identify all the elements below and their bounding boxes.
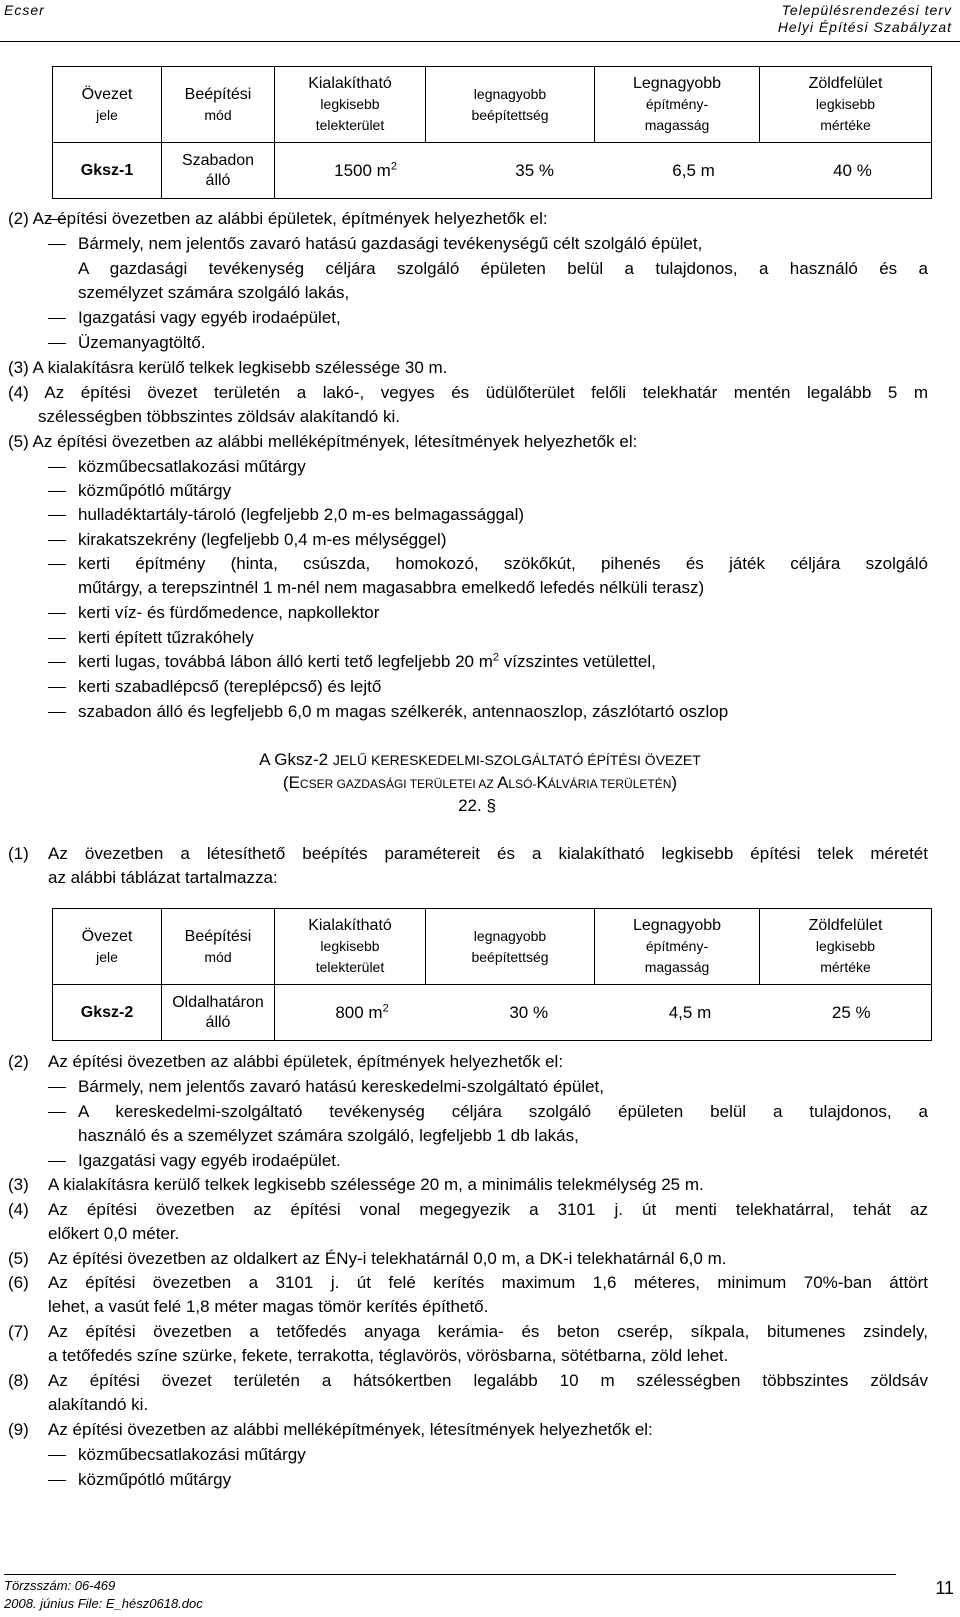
- paragraph-4: (4) Az építési övezet területén a lakó-, vegyes és üdülőterület felőli telekhatár mentén legalább 5 m: [8, 383, 928, 402]
- header-cell-height: Legnagyobb építmény- magasság: [595, 909, 760, 985]
- list-item: kirakatszekrény (legfeljebb 0,4 m-es mélységgel): [78, 530, 447, 549]
- list-dash: [48, 1087, 66, 1088]
- list-dash: [48, 662, 66, 663]
- header-cell-zone: Övezet jele: [53, 67, 162, 143]
- list-item: Bármely, nem jelentős zavaró hatású gazdasági tevékenységű célt szolgáló épület,: [78, 234, 703, 253]
- list-dash: [48, 1112, 66, 1113]
- paragraph-number: (2): [8, 1052, 29, 1071]
- min-area-value: 800 $m^2$: [335, 1001, 389, 1022]
- footer-divider: [4, 1574, 896, 1575]
- paragraph-number: (5): [8, 1249, 29, 1268]
- paragraph-number: (3): [8, 1175, 29, 1194]
- header-cell-mode: Beépítési mód: [162, 67, 275, 143]
- paragraph-4-continuation: szélességben többszintes zöldsáv alakítandó ki.: [38, 407, 400, 426]
- paragraph-6-continuation: lehet, a vasút felé 1,8 méter magas tömör kerítés építhető.: [48, 1297, 489, 1316]
- list-item-continuation: személyzet számára szolgáló lakás,: [78, 283, 350, 302]
- list-dash: [48, 244, 66, 245]
- header-regulation-title: Helyi Építési Szabályzat: [777, 19, 952, 35]
- zone-code-cell: Gksz-2: [53, 985, 162, 1041]
- paragraph-6: Az építési övezetben a 3101 j. út felé kerítés maximum 1,6 méteres, minimum 70%-ban áttört: [48, 1273, 928, 1292]
- list-item: közműpótló műtárgy: [78, 1470, 232, 1489]
- footer-reference-number: Törzsszám: 06-469: [4, 1578, 116, 1593]
- header-cell-mode: Beépítési mód: [162, 909, 275, 985]
- list-item: kerti szabadlépcső (tereplépcső) és lejtő: [78, 677, 382, 696]
- min-area-value: 1500 $m^2$: [334, 159, 397, 180]
- list-item: kerti lugas, továbbá lábon álló kerti tető legfeljebb 20 $m^2$ vízszintes vetülettel,: [78, 651, 656, 671]
- height-value: 4,5 m: [668, 1002, 712, 1022]
- list-dash: [48, 712, 66, 713]
- header-cell-height: Legnagyobb építmény- magasság: [595, 67, 760, 143]
- list-dash: [48, 540, 66, 541]
- list-dash: [48, 564, 66, 565]
- paragraph-3: A kialakításra kerülő telkek legkisebb szélessége 20 m, a minimális telekmélység 25 m.: [48, 1175, 704, 1194]
- footer-file-info: 2008. június File: E_hész0618.doc: [4, 1596, 203, 1611]
- list-dash: [48, 467, 66, 468]
- coverage-value: 35 %: [515, 160, 554, 180]
- list-dash: [48, 343, 66, 344]
- list-item: közműbecsatlakozási műtárgy: [78, 1445, 306, 1464]
- paragraph-number: (8): [8, 1371, 29, 1390]
- header-title-left: Ecser: [4, 2, 45, 18]
- list-dash: [48, 1161, 66, 1162]
- paragraph-number: (6): [8, 1273, 29, 1292]
- paragraph-3: (3) A kialakításra kerülő telkek legkisebb szélessége 30 m.: [8, 358, 448, 377]
- list-item: A kereskedelmi-szolgáltató tevékenység céljára szolgáló épületen belül a tulajdonos, a: [78, 1102, 928, 1121]
- paragraph-number: (4): [8, 1200, 29, 1219]
- list-dash: [48, 613, 66, 614]
- paragraph-2: (2) Az építési övezetben az alábbi épületek, építmények helyezhetők el:: [8, 209, 548, 228]
- list-item-continuation: használó és a személyzet számára szolgáló, legfeljebb 1 db lakás,: [78, 1126, 579, 1145]
- header-plan-title: Településrendezési terv: [781, 2, 952, 18]
- paragraph-1: Az övezetben a létesíthető beépítés paramétereit és a kialakítható legkisebb építési telek méretét: [48, 844, 928, 863]
- paragraph-5: (5) Az építési övezetben az alábbi melléképítmények, létesítmények helyezhetők el:: [8, 432, 638, 451]
- paragraph-number: (9): [8, 1420, 29, 1439]
- list-item: közműbecsatlakozási műtárgy: [78, 457, 306, 476]
- page-number: 11: [935, 1578, 954, 1598]
- list-dash: [48, 318, 66, 319]
- header-cell-green: Zöldfelület legkisebb mértéke: [760, 909, 932, 985]
- header-cell-coverage: legnagyobb beépítettség: [426, 909, 595, 985]
- list-dash: [48, 638, 66, 639]
- values-cell: [275, 985, 932, 1041]
- values-cell: [275, 143, 932, 199]
- header-divider: [0, 41, 960, 42]
- paragraph-8: Az építési övezet területén a hátsókertben legalább 10 m szélességben többszintes zöldsáv: [48, 1371, 928, 1390]
- list-dash: [48, 491, 66, 492]
- list-item: közműpótló műtárgy: [78, 481, 232, 500]
- paragraph-number: (1): [8, 844, 29, 863]
- header-title-right: [778, 2, 952, 36]
- table-row: [53, 143, 932, 199]
- paragraph-1-continuation: az alábbi táblázat tartalmazza:: [48, 868, 278, 887]
- table-row: [53, 985, 932, 1041]
- section-number: 22. §: [458, 796, 496, 815]
- list-dash: [48, 687, 66, 688]
- coverage-value: 30 %: [509, 1002, 549, 1022]
- zone-table-gksz2: [52, 908, 932, 1041]
- list-item: A gazdasági tevékenység céljára szolgáló épületen belül a tulajdonos, a használó és a: [78, 259, 928, 278]
- header-cell-min-area: Kialakítható legkisebb telekterület: [275, 67, 426, 143]
- table-header-row: [53, 67, 932, 143]
- header-cell-min-area: Kialakítható legkisebb telekterület: [275, 909, 426, 985]
- list-dash: [48, 1480, 66, 1481]
- list-item: Igazgatási vagy egyéb irodaépület.: [78, 1151, 341, 1170]
- list-item: szabadon álló és legfeljebb 6,0 m magas szélkerék, antennaoszlop, zászlótartó oszlop: [78, 702, 729, 721]
- height-value: 6,5 m: [672, 160, 715, 180]
- list-dash: [48, 1455, 66, 1456]
- paragraph-8-continuation: alakítandó ki.: [48, 1395, 149, 1414]
- paragraph-7: Az építési övezetben a tetőfedés anyaga kerámia- és beton cserép, síkpala, bitumenes zsindely,: [48, 1322, 928, 1341]
- list-item: Üzemanyagtöltő.: [78, 333, 206, 352]
- list-item: kerti építmény (hinta, csúszda, homokozó, szökőkút, pihenés és játék céljára szolgáló: [78, 554, 928, 573]
- building-mode-cell: Oldalhatáron álló: [162, 985, 275, 1041]
- zone-code-cell: Gksz-1: [53, 143, 162, 199]
- list-item: Igazgatási vagy egyéb irodaépület,: [78, 308, 341, 327]
- zone-table-gksz1: [52, 66, 932, 199]
- paragraph-number: (7): [8, 1322, 29, 1341]
- list-item: kerti épített tűzrakóhely: [78, 628, 254, 647]
- footer-info: [4, 1577, 203, 1613]
- list-item: kerti víz- és fürdőmedence, napkollektor: [78, 603, 380, 622]
- paragraph-9: Az építési övezetben az alábbi melléképítmények, létesítmények helyezhetők el:: [48, 1420, 653, 1439]
- list-item-continuation: műtárgy, a terepszintnél 1 m-nél nem magasabbra emelkedő lefedés nélküli terasz): [78, 578, 705, 597]
- paragraph-2: Az építési övezetben az alábbi épületek, építmények helyezhetők el:: [48, 1052, 564, 1071]
- green-value: 25 %: [831, 1002, 871, 1022]
- header-cell-zone: Övezet jele: [53, 909, 162, 985]
- paragraph-4-continuation: előkert 0,0 méter.: [48, 1224, 180, 1243]
- header-cell-coverage: legnagyobb beépítettség: [426, 67, 595, 143]
- chapter-title: A Gksz-2 JELŰ KERESKEDELMI-SZOLGÁLTATÓ ÉPÍTÉSI ÖVEZET: [259, 750, 701, 769]
- list-dash: [48, 515, 66, 516]
- paragraph-4: Az építési övezetben az építési vonal megegyezik a 3101 j. út menti telekhatárral, tehát az: [48, 1200, 928, 1219]
- paragraph-5: Az építési övezetben az oldalkert az ÉNy-i telekhatárnál 0,0 m, a DK-i telekhatárnál 6,0 m.: [48, 1249, 727, 1268]
- building-mode-cell: Szabadon álló: [162, 143, 275, 199]
- paragraph-7-continuation: a tetőfedés színe szürke, fekete, terrakotta, téglavörös, vörösbarna, sötétbarna, zöld lehet.: [48, 1346, 729, 1365]
- list-item: hulladéktartály-tároló (legfeljebb 2,0 m-es belmagassággal): [78, 505, 525, 524]
- header-cell-green: Zöldfelület legkisebb mértéke: [760, 67, 932, 143]
- green-value: 40 %: [833, 160, 872, 180]
- list-dash: [48, 219, 66, 220]
- list-item: Bármely, nem jelentős zavaró hatású kereskedelmi-szolgáltató épület,: [78, 1077, 605, 1096]
- chapter-subtitle: (ECSER GAZDASÁGI TERÜLETEI AZ ALSÓ-KÁLVÁRIA TERÜLETÉN): [282, 773, 678, 792]
- table-header-row: [53, 909, 932, 985]
